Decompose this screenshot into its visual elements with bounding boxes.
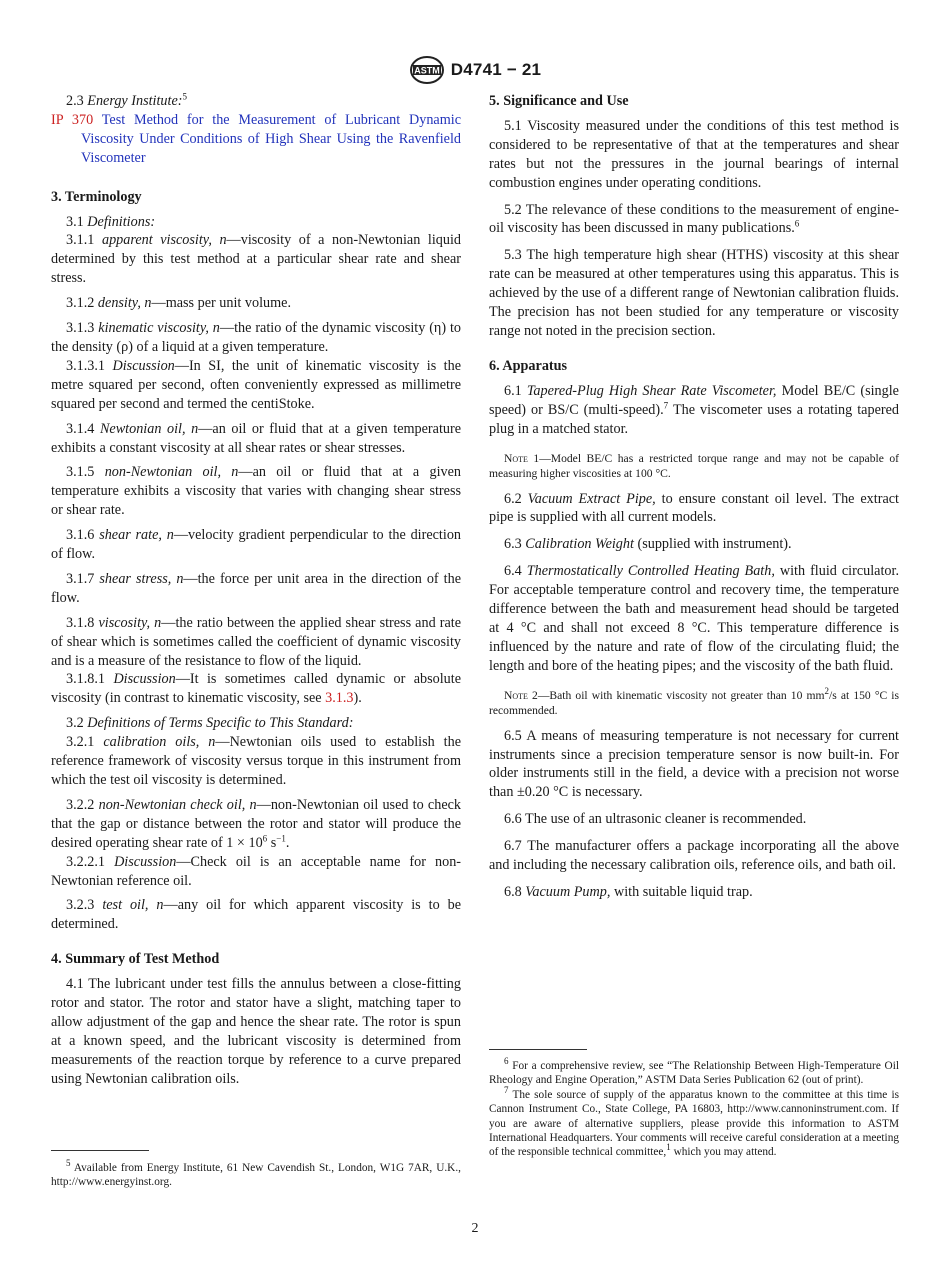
note-2: Note 2—Bath oil with kinematic viscosity not greater than 10 $mm^2/s$ at 150 °C is recommended. (489, 685, 900, 718)
para-5-3: 5.3 The high temperature high shear (HTHS) viscosity at this shear rate can be measured at other temperatures using this apparatus. This is achieved by the use of a different range of Newtonian calibration fluids. The precision has not been studied for any temperature or viscosity range not noted in the precision section. (489, 247, 899, 339)
footnote-6: $^6$ For a comprehensive review, see “The Relationship Between High-Temperature Oil Rheology and Engine Operation,” ASTM Data Series Publication 62 (out of print). (489, 1056, 899, 1087)
note-1: Note 1—Model BE/C has a restricted torque range and may not be capable of measuring higher viscosities at 100 °C. (489, 451, 899, 480)
para-6-2: 6.2 Vacuum Extract Pipe, to ensure constant oil level. The extract pipe is supplied with all current models. (489, 490, 899, 526)
footnotes-right (489, 1056, 899, 1160)
section-3-heading: 3. Terminology (51, 188, 142, 205)
section-6-heading: 6. Apparatus (489, 357, 568, 374)
para-3-2: 3.2 Definitions of Terms Specific to This Standard: (66, 715, 354, 732)
para-3-1-4: 3.1.4 Newtonian oil, n—an oil or fluid that at a given temperature exhibits a constant viscosity at all shear rates or shear stresses. (51, 420, 462, 456)
ip370-code: IP 370 (51, 111, 94, 128)
para-4-1: 4.1 The lubricant under test fills the annulus between a close-fitting rotor and stator. The rotor and stator have a slight, matching taper to allow adjustment of the gap and hence the shear rate. The rotor is spun at a known speed, and the lubricant viscosity is determined from measurements of the reaction torque by reference to a curve prepared using Newtonian calibration oils. (51, 976, 461, 1087)
para-3-1-5: 3.1.5 non-Newtonian oil, n—an oil or fluid that at a given temperature exhibits a viscosity that varies with changing shear stress or shear rate. (51, 464, 462, 519)
reference-2-3: 2.3 Energy Institute:$^5$ (66, 91, 187, 109)
para-3-2-2-1: 3.2.2.1 Discussion—Check oil is an acceptable name for non-Newtonian reference oil. (51, 853, 462, 889)
para-3-2-1: 3.2.1 calibration oils, n—Newtonian oils used to establish the reference framework of viscosity versus torque in this instrument from which the test oil viscosity is determined. (51, 734, 461, 788)
footnote-rule-right (489, 1049, 587, 1050)
para-3-1-6: 3.1.6 shear rate, n—velocity gradient perpendicular to the direction of flow. (51, 527, 462, 563)
para-5-1: 5.1 Viscosity measured under the conditions of this test method is considered to be representative of that at the temperatures and shear rates but not the pressures in the journal bearings of internal combustion engines under operating conditions. (489, 117, 899, 191)
para-3-1-8: 3.1.8 viscosity, n—the ratio between the applied shear stress and rate of shear which is sometimes called the coefficient of dynamic viscosity and is a measure of the resistance to flow of the liquid. (51, 614, 461, 669)
para-6-7: 6.7 The manufacturer offers a package incorporating all the above and including the necessary calibration oils, reference oils, and bath oil. (489, 838, 899, 874)
footnotes-left (51, 1158, 461, 1190)
para-6-3: 6.3 Calibration Weight (supplied with instrument). (504, 536, 792, 553)
left-column (51, 92, 461, 1095)
para-3-1-7: 3.1.7 shear stress, n—the force per unit area in the direction of the flow. (51, 570, 462, 606)
link-3-1-3[interactable]: 3.1.3 (325, 690, 354, 707)
para-6-8: 6.8 Vacuum Pump, with suitable liquid trap. (504, 884, 753, 900)
ip370-title-link[interactable]: Test Method for the Measurement of Lubricant Dynamic Viscosity Under Conditions of High Shear Using the Ravenfield Viscometer (81, 111, 462, 166)
para-3-2-3: 3.2.3 test oil, n—any oil for which apparent viscosity is to be determined. (51, 897, 461, 933)
footnote-rule-left (51, 1150, 149, 1151)
para-3-2-2: 3.2.2 non-Newtonian check oil, n—non-Newtonian oil used to check that the gap or distance between the rotor and stator will produce the desired operating shear rate of $1 \times 10^6$ $s^{-1}$. (51, 796, 462, 851)
astm-logo-icon (409, 55, 445, 85)
para-6-1: 6.1 Tapered-Plug High Shear Rate Viscometer, Model BE/C (single speed) or BS/C (multi-speed).$^7$ The viscometer uses a rotating tapered plug in a matched stator. (489, 382, 899, 437)
para-6-6: 6.6 The use of an ultrasonic cleaner is recommended. (504, 811, 807, 828)
para-5-2: 5.2 The relevance of these conditions to the measurement of engine-oil viscosity has been discussed in many publications.$^6$ (489, 201, 899, 237)
para-3-1-3-1: 3.1.3.1 Discussion—In SI, the unit of kinematic viscosity is the metre squared per second, often conveniently expressed as millimetre squared per second and termed the centiStoke. (51, 357, 462, 412)
reference-ip370[interactable] (51, 111, 461, 168)
para-3-1-2: 3.1.2 density, n—mass per unit volume. (66, 295, 292, 312)
para-3-1-8-1: 3.1.8.1 Discussion—It is sometimes called dynamic or absolute viscosity (in contrast to kinematic viscosity, see 3.1.3). (51, 671, 462, 707)
para-3-1-3: 3.1.3 kinematic viscosity, n—the ratio of the dynamic viscosity (η) to the density (ρ) of a liquid at a given temperature. (51, 320, 461, 355)
astm-logo-text: ASTM (414, 65, 440, 76)
right-column (489, 92, 899, 908)
page-number: 2 (471, 1221, 479, 1236)
footnote-5: $^5$ Available from Energy Institute, 61 New Cavendish St., London, W1G 7AR, U.K., http://www.energyinst.org. (51, 1158, 461, 1189)
section-5-heading: 5. Significance and Use (489, 93, 629, 109)
para-3-1-1: 3.1.1 apparent viscosity, n—viscosity of a non-Newtonian liquid determined by this test method at a particular shear rate and shear stress. (51, 232, 461, 287)
para-6-5: 6.5 A means of measuring temperature is not necessary for current instruments since a precision temperature sensor is now built-in. For older instruments still in the field, a device with a precision not worse than ±0.20 °C is necessary. (489, 727, 899, 801)
para-3-1: 3.1 Definitions: (66, 213, 156, 230)
para-6-4: 6.4 Thermostatically Controlled Heating Bath, with fluid circulator. For acceptable temperature control and recovery time, the temperature difference between the bath and measurement head should be targeted at 4 °C and shall not exceed 8 °C. This temperature difference is influenced by the nature and rate of flow of the circulating fluid; the length and bore of the heating pipes; and the viscosity of the bath fluid. (489, 563, 899, 674)
section-4-heading: 4. Summary of Test Method (51, 951, 220, 968)
page-header (0, 54, 950, 86)
document-designation: D4741 − 21 (450, 60, 542, 79)
footnote-7: $^7$ The sole source of supply of the apparatus known to the committee at this time is Cannon Instrument Co., State College, PA 16803, http://www.cannoninstrument.com. If you are aware of alternative suppliers, please provide this information to ASTM International Headquarters. Your comments will receive careful consideration at a meeting of the responsible technical committee,$^1$ which you may attend. (489, 1085, 899, 1159)
